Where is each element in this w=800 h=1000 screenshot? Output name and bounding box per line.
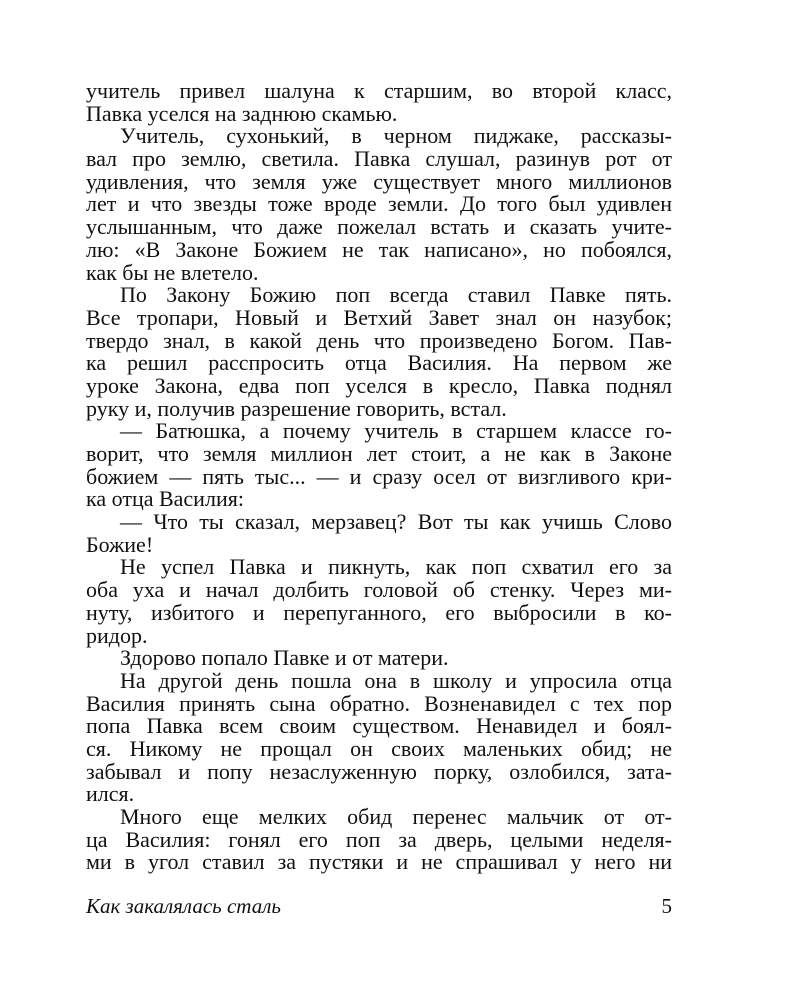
text-line: учитель привел шалуна к старшим, во второй класс, [86, 78, 672, 103]
text-line: руку и, получив разрешение говорить, встал. [86, 395, 507, 421]
text-line: По Закону Божию поп всегда ставил Павке пять. [120, 282, 672, 308]
text-line: ми в угол ставил за пустяки и не спрашивал у него ни [86, 849, 672, 875]
text-line: — Что ты сказал, мерзавец? Вот ты как учишь Слово [120, 509, 672, 535]
text-line: ворит, что земля миллион лет стоит, а не как в Законе [86, 441, 672, 466]
text-line: удивления, что земля уже существует много миллионов [86, 168, 672, 194]
text-line: как бы не влетело. [86, 259, 259, 285]
text-line: — Батюшка, а почему учитель в старшем классе го- [120, 418, 672, 444]
text-line: ился. [86, 781, 135, 807]
text-line: попа Павка всем своим существом. Ненавидел и боял- [86, 713, 672, 739]
text-line: Божие! [86, 531, 154, 557]
text-line: нуту, избитого и перепуганного, его выбросили в ко- [86, 599, 672, 625]
text-line: услышанным, что даже пожелал встать и сказать учите- [86, 214, 672, 240]
text-line: ца Василия: гонял его поп за дверь, целыми неделя- [86, 826, 672, 852]
text-line: уроке Закона, едва поп уселся в кресло, Павка поднял [86, 372, 672, 398]
text-line: божием — пять тыс... — и сразу осел от визгливого кри- [86, 463, 672, 489]
text-line: На другой день пошла она в школу и упросила отца [120, 667, 672, 693]
page-footer [86, 893, 672, 919]
text-line: ся. Никому не прощал он своих маленьких обид; не [86, 735, 672, 761]
text-line: Все тропари, Новый и Ветхий Завет знал он назубок; [86, 304, 672, 330]
text-line: ка отца Василия: [86, 486, 244, 512]
text-line: Павка уселся на заднюю скамью. [86, 100, 398, 126]
text-line: оба уха и начал долбить головой об стенку. Через ми- [86, 577, 672, 603]
text-line: лет и что звезды тоже вроде земли. До того был удивлен [86, 191, 672, 217]
text-line: твердо знал, в какой день что произведено Богом. Пав- [86, 327, 672, 353]
text-line: лю: «В Законе Божием не так написано», но побоялся, [86, 236, 672, 262]
page-number: 5 [661, 894, 672, 918]
body-text [86, 80, 672, 874]
text-line: ка решил расспросить отца Василия. На первом же [86, 350, 672, 376]
text-line: Много еще мелких обид перенес мальчик от от- [120, 804, 672, 829]
text-line: Учитель, сухонький, в черном пиджаке, рассказы- [120, 123, 672, 149]
text-line: Василия принять сына обратно. Возненавидел с тех пор [86, 690, 672, 716]
text-line: забывал и попу незаслуженную порку, озлобился, зата- [86, 758, 672, 784]
text-line: Здорово попало Павке и от матери. [120, 645, 449, 671]
text-line: вал про землю, светила. Павка слушал, разинув рот от [86, 146, 672, 172]
running-title: Как закалялась сталь [86, 894, 281, 918]
text-line: ридор. [86, 622, 148, 648]
text-line: Не успел Павка и пикнуть, как поп схватил его за [120, 554, 672, 580]
